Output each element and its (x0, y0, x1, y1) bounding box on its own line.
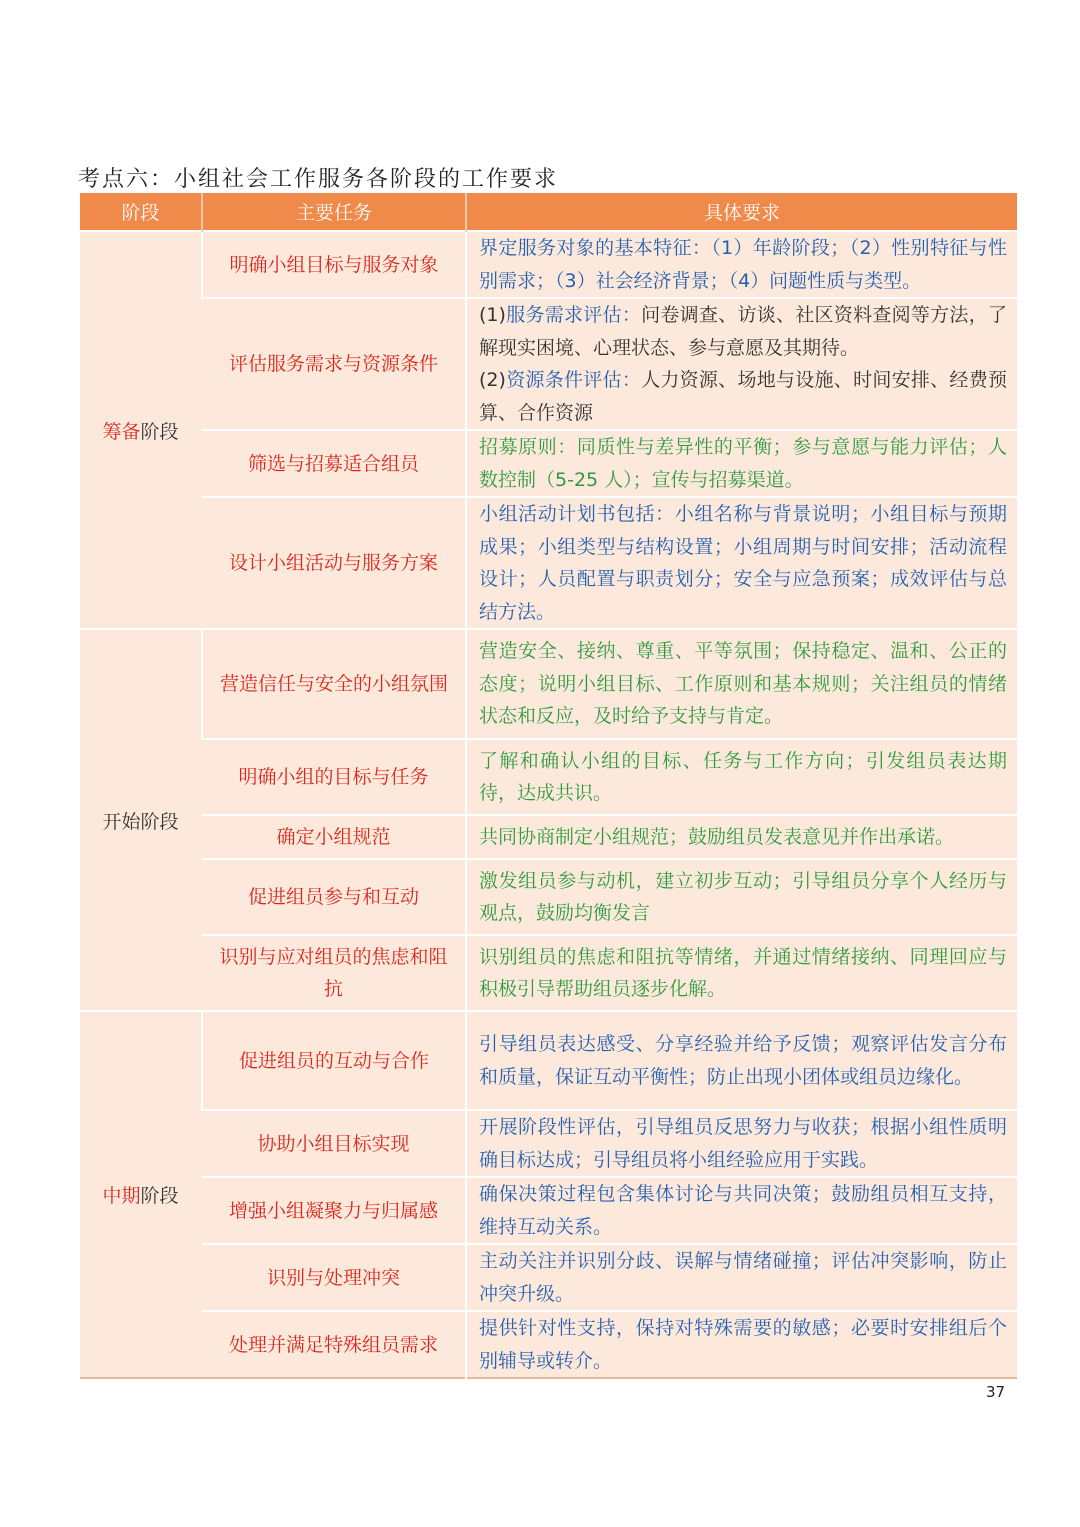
page-number: 37 (986, 1383, 1006, 1401)
table-row (80, 859, 1017, 935)
task-cell: 协助小组目标实现 (202, 1110, 466, 1177)
header-task: 主要任务 (202, 193, 466, 231)
table-header-row (80, 193, 1017, 231)
detail-cell: 共同协商制定小组规范；鼓励组员发表意见并作出承诺。 (466, 815, 1017, 859)
table-row (80, 497, 1017, 629)
detail-cell: 激发组员参与动机，建立初步互动；引导组员分享个人经历与观点，鼓励均衡发言 (466, 859, 1017, 935)
detail-cell: 引导组员表达感受、分享经验并给予反馈；观察评估发言分布和质量，保证互动平衡性；防止出现小团体或组员边缘化。 (466, 1011, 1017, 1110)
table-row (80, 1244, 1017, 1311)
stage-start: 开始阶段 (80, 629, 202, 1011)
table-row (80, 739, 1017, 815)
table-row (80, 815, 1017, 859)
table-row (80, 1011, 1017, 1110)
stage-middle: 中期阶段 (80, 1011, 202, 1378)
table-row (80, 1110, 1017, 1177)
stage-prep: 筹备阶段 (80, 231, 202, 629)
task-cell: 促进组员参与和互动 (202, 859, 466, 935)
detail-cell: 提供针对性支持，保持对特殊需要的敏感；必要时安排组后个别辅导或转介。 (466, 1311, 1017, 1378)
task-cell: 增强小组凝聚力与归属感 (202, 1177, 466, 1244)
task-cell: 识别与处理冲突 (202, 1244, 466, 1311)
detail-cell: 了解和确认小组的目标、任务与工作方向；引发组员表达期待，达成共识。 (466, 739, 1017, 815)
task-cell: 确定小组规范 (202, 815, 466, 859)
header-stage: 阶段 (80, 193, 202, 231)
table-row (80, 231, 1017, 298)
table-row (80, 430, 1017, 497)
task-cell: 评估服务需求与资源条件 (202, 298, 466, 430)
header-detail: 具体要求 (466, 193, 1017, 231)
task-cell: 明确小组目标与服务对象 (202, 231, 466, 298)
table-row (80, 1311, 1017, 1378)
detail-cell: 识别组员的焦虑和阻抗等情绪，并通过情绪接纳、同理回应与积极引导帮助组员逐步化解。 (466, 935, 1017, 1011)
table-row (80, 935, 1017, 1011)
task-cell: 促进组员的互动与合作 (202, 1011, 466, 1110)
detail-cell: 开展阶段性评估，引导组员反思努力与收获；根据小组性质明确目标达成；引导组员将小组经验应用于实践。 (466, 1110, 1017, 1177)
table-row (80, 1177, 1017, 1244)
detail-cell: 招募原则：同质性与差异性的平衡；参与意愿与能力评估；人数控制（5-25 人）；宣传与招募渠道。 (466, 430, 1017, 497)
table-row (80, 298, 1017, 430)
detail-cell: 确保决策过程包含集体讨论与共同决策；鼓励组员相互支持，维持互动关系。 (466, 1177, 1017, 1244)
detail-cell: 界定服务对象的基本特征：（1）年龄阶段；（2）性别特征与性别需求；（3）社会经济背景；（4）问题性质与类型。 (466, 231, 1017, 298)
detail-cell: 营造安全、接纳、尊重、平等氛围；保持稳定、温和、公正的态度；说明小组目标、工作原则和基本规则；关注组员的情绪状态和反应，及时给予支持与肯定。 (466, 629, 1017, 739)
task-cell: 设计小组活动与服务方案 (202, 497, 466, 629)
page-title: 考点六：小组社会工作服务各阶段的工作要求 (78, 167, 559, 192)
table-row (80, 629, 1017, 739)
task-cell: 筛选与招募适合组员 (202, 430, 466, 497)
task-cell: 识别与应对组员的焦虑和阻抗 (202, 935, 466, 1011)
detail-cell: (1)服务需求评估：问卷调查、访谈、社区资料查阅等方法，了解现实困境、心理状态、参与意愿及其期待。 (2)资源条件评估：人力资源、场地与设施、时间安排、经费预算、合作资源 (466, 298, 1017, 430)
requirements-table (80, 193, 1017, 1379)
detail-cell: 小组活动计划书包括：小组名称与背景说明；小组目标与预期成果；小组类型与结构设置；小组周期与时间安排；活动流程设计；人员配置与职责划分；安全与应急预案；成效评估与总结方法。 (466, 497, 1017, 629)
task-cell: 营造信任与安全的小组氛围 (202, 629, 466, 739)
detail-cell: 主动关注并识别分歧、误解与情绪碰撞；评估冲突影响，防止冲突升级。 (466, 1244, 1017, 1311)
task-cell: 处理并满足特殊组员需求 (202, 1311, 466, 1378)
task-cell: 明确小组的目标与任务 (202, 739, 466, 815)
